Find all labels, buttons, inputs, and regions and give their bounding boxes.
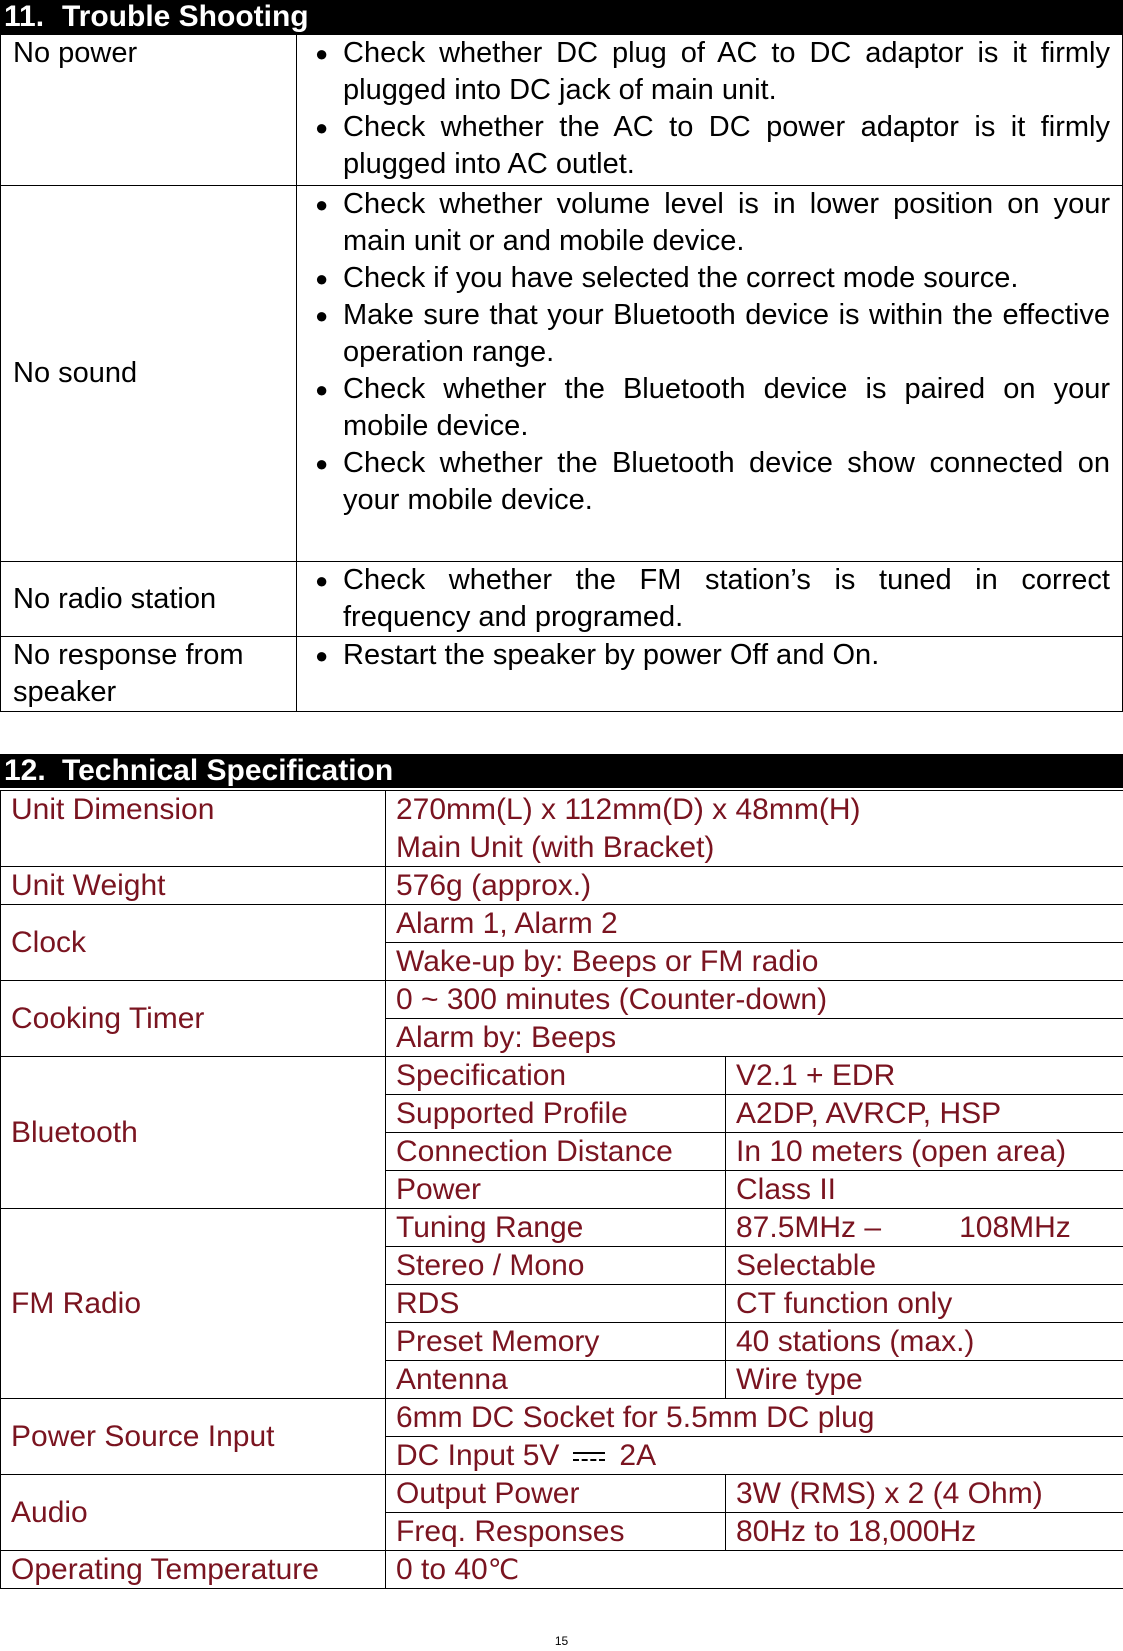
bullet-icon: ●	[315, 377, 329, 402]
temperature-value: 0 to 40	[396, 1553, 488, 1586]
table-row	[1, 791, 1123, 829]
list-item: ● Make sure that your Bluetooth device is within the effective operation range.	[315, 299, 1110, 368]
spec-value: Wake-up by: Beeps or FM radio	[386, 943, 1123, 981]
table-row	[1, 1475, 1123, 1513]
bullet-icon: ●	[315, 115, 329, 140]
section-number: 11.	[4, 0, 45, 33]
solution-cell	[297, 186, 1123, 562]
solution-list	[315, 35, 1110, 183]
list-item: ● Check whether the Bluetooth device is paired on your mobile device.	[315, 373, 1110, 442]
table-row	[1, 981, 1123, 1019]
list-item: ● Check whether the Bluetooth device show connected on your mobile device.	[315, 447, 1110, 516]
section-title: Technical Specification	[62, 754, 394, 787]
spec-value: Alarm 1, Alarm 2	[386, 905, 1123, 943]
tuning-from: 87.5MHz –	[736, 1211, 882, 1244]
solution-cell	[297, 35, 1123, 186]
specification-table	[0, 790, 1123, 1589]
spec-value	[386, 1437, 1123, 1475]
spec-value	[726, 1209, 1123, 1247]
table-row	[1, 1551, 1123, 1589]
spec-key: RDS	[386, 1285, 726, 1323]
bullet-icon: ●	[315, 266, 329, 291]
solution-cell	[297, 637, 1123, 712]
spec-key: Tuning Range	[386, 1209, 726, 1247]
spec-label-fm-radio: FM Radio	[1, 1209, 386, 1399]
spec-value: Class II	[726, 1171, 1123, 1209]
solution-cell	[297, 562, 1123, 637]
spec-value: 0 ~ 300 minutes (Counter-down)	[386, 981, 1123, 1019]
solution-list	[315, 186, 1110, 519]
table-row	[1, 562, 1123, 637]
table-row	[1, 35, 1123, 186]
spec-key: Supported Profile	[386, 1095, 726, 1133]
spec-value: Wire type	[726, 1361, 1123, 1399]
section-title: Trouble Shooting	[62, 0, 309, 33]
list-item: ● Check whether DC plug of AC to DC adaptor is it firmly plugged into DC jack of main unit.	[315, 37, 1110, 106]
spec-key: Specification	[386, 1057, 726, 1095]
spec-value: 3W (RMS) x 2 (4 Ohm)	[726, 1475, 1123, 1513]
trouble-shooting-header	[0, 0, 1123, 34]
dc-current-icon	[573, 1448, 605, 1466]
table-row	[1, 1399, 1123, 1437]
table-row	[1, 1209, 1123, 1247]
spec-label-operating-temperature: Operating Temperature	[1, 1551, 386, 1589]
spec-key: Preset Memory	[386, 1323, 726, 1361]
spec-label-clock: Clock	[1, 905, 386, 981]
table-row	[1, 905, 1123, 943]
table-row	[1, 867, 1123, 905]
section-number: 12.	[4, 754, 46, 787]
celsius-unit: ℃	[487, 1553, 520, 1586]
technical-specification-header	[0, 754, 1123, 788]
bullet-icon: ●	[315, 643, 329, 668]
bullet-icon: ●	[315, 451, 329, 476]
spec-key: Freq. Responses	[386, 1513, 726, 1551]
dc-input-prefix: DC Input 5V	[396, 1439, 560, 1472]
spec-key: Power	[386, 1171, 726, 1209]
spec-label-unit-dimension: Unit Dimension	[1, 791, 386, 867]
spec-value: In 10 meters (open area)	[726, 1133, 1123, 1171]
page-number: 15	[554, 1634, 569, 1648]
bullet-icon: ●	[315, 568, 329, 593]
spec-key: Stereo / Mono	[386, 1247, 726, 1285]
table-row	[1, 1057, 1123, 1095]
spec-value: Alarm by: Beeps	[386, 1019, 1123, 1057]
spec-key: Connection Distance	[386, 1133, 726, 1171]
spec-label-bluetooth: Bluetooth	[1, 1057, 386, 1209]
table-row	[1, 186, 1123, 562]
spec-value: 40 stations (max.)	[726, 1323, 1123, 1361]
bullet-icon: ●	[315, 303, 329, 328]
spec-label-audio: Audio	[1, 1475, 386, 1551]
spec-value: 6mm DC Socket for 5.5mm DC plug	[386, 1399, 1123, 1437]
problem-cell: No response from speaker	[1, 637, 297, 712]
tuning-to: 108MHz	[959, 1211, 1071, 1244]
spec-value: 576g (approx.)	[386, 867, 1123, 905]
problem-cell: No radio station	[1, 562, 297, 637]
solution-list	[315, 637, 1110, 674]
spec-value: Main Unit (with Bracket)	[386, 829, 1123, 867]
list-item: ● Check whether the FM station’s is tuned in correct frequency and programed.	[315, 564, 1110, 633]
spec-key: Output Power	[386, 1475, 726, 1513]
spec-value: CT function only	[726, 1285, 1123, 1323]
solution-list	[315, 562, 1110, 636]
spec-value: 270mm(L) x 112mm(D) x 48mm(H)	[386, 791, 1123, 829]
spec-key: Antenna	[386, 1361, 726, 1399]
list-item: ● Check if you have selected the correct mode source.	[315, 260, 1110, 297]
spec-label-unit-weight: Unit Weight	[1, 867, 386, 905]
bullet-icon: ●	[315, 192, 329, 217]
table-row	[1, 637, 1123, 712]
spec-value: A2DP, AVRCP, HSP	[726, 1095, 1123, 1133]
trouble-shooting-table	[0, 34, 1123, 712]
spec-value: Selectable	[726, 1247, 1123, 1285]
spec-label-power-source: Power Source Input	[1, 1399, 386, 1475]
spec-label-cooking-timer: Cooking Timer	[1, 981, 386, 1057]
spec-value	[386, 1551, 1123, 1589]
list-item: ● Check whether volume level is in lower position on your main unit or and mobile device.	[315, 188, 1110, 257]
problem-cell: No sound	[1, 186, 297, 562]
list-item: ● Check whether the AC to DC power adaptor is it firmly plugged into AC outlet.	[315, 111, 1110, 180]
spec-value: V2.1 + EDR	[726, 1057, 1123, 1095]
dc-input-suffix: 2A	[619, 1439, 657, 1472]
bullet-icon: ●	[315, 41, 329, 66]
problem-cell: No power	[1, 35, 297, 186]
list-item: ● Restart the speaker by power Off and On.	[315, 637, 1110, 674]
spec-value: 80Hz to 18,000Hz	[726, 1513, 1123, 1551]
